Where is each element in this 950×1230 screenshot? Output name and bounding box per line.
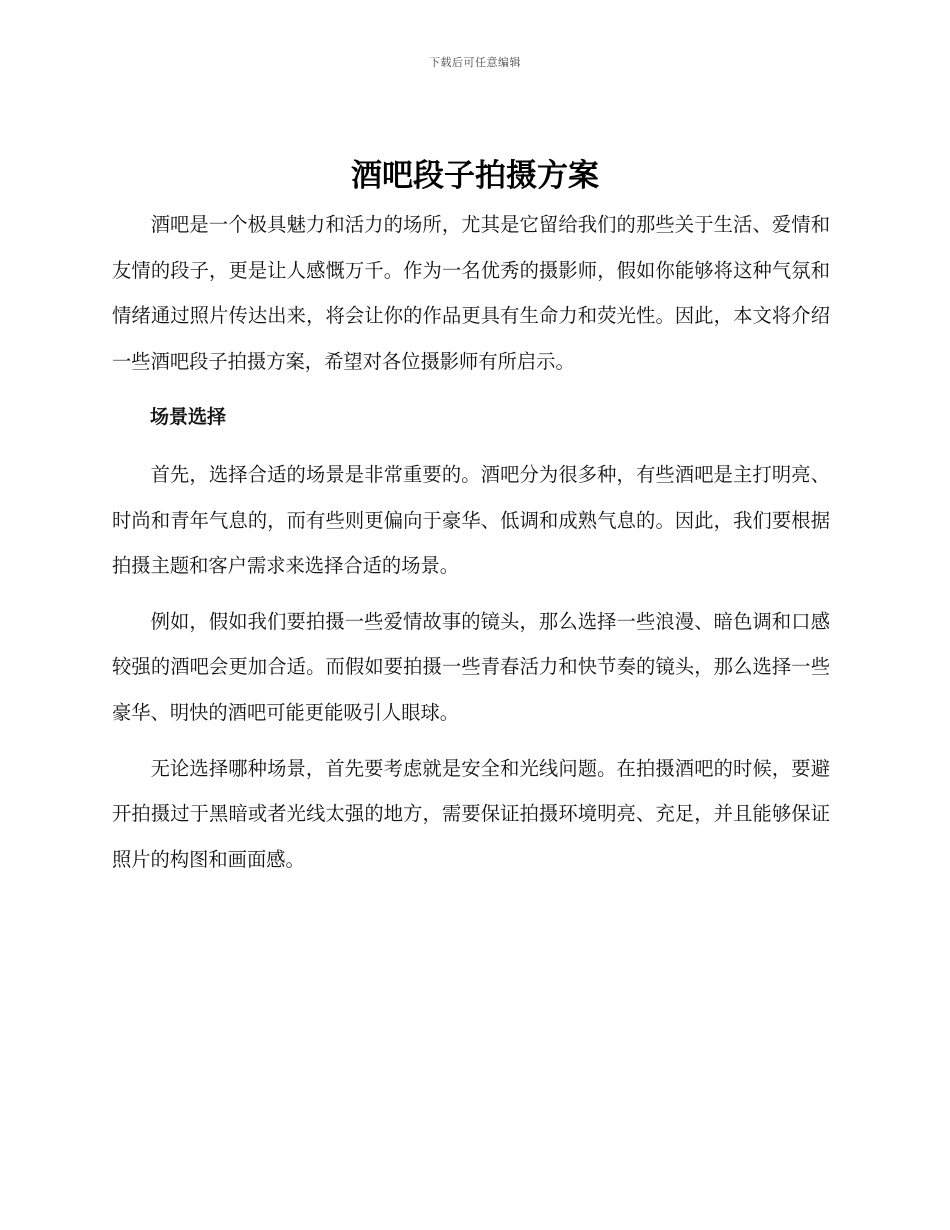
document-body <box>112 202 830 882</box>
intro-paragraph: 酒吧是一个极具魅力和活力的场所，尤其是它留给我们的那些关于生活、爱情和友情的段子，更是让人感慨万千。作为一名优秀的摄影师，假如你能够将这种气氛和情绪通过照片传达出来，将会让你的作品更具有生命力和荧光性。因此，本文将介绍一些酒吧段子拍摄方案，希望对各位摄影师有所启示。 <box>112 213 830 373</box>
section-paragraph-3: 无论选择哪种场景，首先要考虑就是安全和光线问题。在拍摄酒吧的时候，要避开拍摄过于黑暗或者光线太强的地方，需要保证拍摄环境明亮、充足，并且能够保证照片的构图和画面感。 <box>112 756 830 871</box>
page-header-note: 下载后可任意编辑 <box>429 56 521 69</box>
section-paragraph-2: 例如，假如我们要拍摄一些爱情故事的镜头，那么选择一些浪漫、暗色调和口感较强的酒吧会更加合适。而假如要拍摄一些青春活力和快节奏的镜头，那么选择一些豪华、明快的酒吧可能更能吸引人眼球。 <box>112 609 830 724</box>
document-title: 酒吧段子拍摄方案 <box>351 158 599 194</box>
section-paragraph-1: 首先，选择合适的场景是非常重要的。酒吧分为很多种，有些酒吧是主打明亮、时尚和青年气息的，而有些则更偏向于豪华、低调和成熟气息的。因此，我们要根据拍摄主题和客户需求来选择合适的场景。 <box>112 462 830 578</box>
section-heading-scene: 场景选择 <box>150 406 227 429</box>
